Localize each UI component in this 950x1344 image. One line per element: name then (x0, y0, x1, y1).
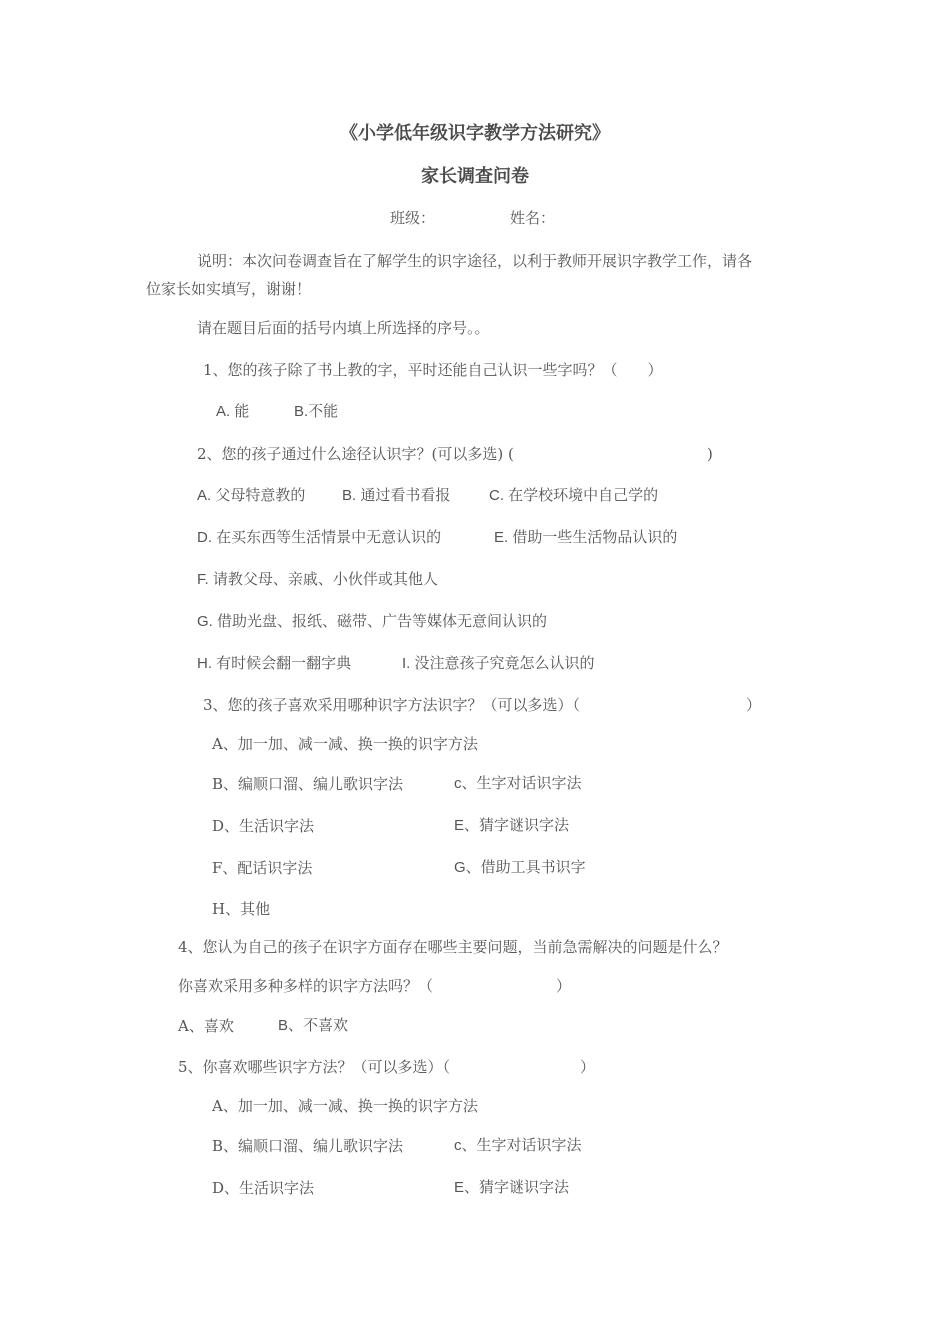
document-subtitle: 家长调查问卷 (421, 166, 529, 187)
question-1: 1、您的孩子除了书上教的字，平时还能自己认识一些字吗？（ ） (203, 361, 663, 379)
q4-option-b: B、不喜欢 (278, 1017, 349, 1034)
q3-option-c: c、生字对话识字法 (454, 775, 582, 792)
class-label: 班级： (390, 209, 436, 227)
q2-option-i: I. 没注意孩子究竟怎么认识的 (402, 655, 595, 672)
q1-option-b: B.不能 (294, 403, 339, 420)
q4-option-a: A、喜欢 (178, 1017, 234, 1035)
q3-option-e: E、猜字谜识字法 (454, 817, 570, 834)
q5-option-d: D、生活识字法 (212, 1179, 315, 1197)
q2-option-c: C. 在学校环境中自己学的 (489, 487, 659, 504)
q3-option-b: B、编顺口溜、编儿歌识字法 (212, 775, 404, 793)
intro-line-1: 说明：本次问卷调查旨在了解学生的识字途径，以利于教师开展识字教学工作，请各 (197, 252, 753, 270)
name-label: 姓名： (510, 209, 556, 227)
q3-option-h: H、其他 (212, 900, 271, 918)
q2-option-b: B. 通过看书看报 (342, 487, 451, 504)
question-4-sub: 你喜欢采用多种多样的识字方法吗？（ (178, 977, 434, 995)
question-5: 5、你喜欢哪些识字方法？（可以多选）（ (178, 1058, 451, 1076)
q2-option-d: D. 在买东西等生活情景中无意认识的 (197, 529, 442, 546)
q2-close-paren: ) (707, 445, 713, 463)
question-3: 3、您的孩子喜欢采用哪种识字方法识字？（可以多选）（ (203, 696, 581, 714)
q3-close-paren: ） (746, 696, 762, 714)
instruction-text: 请在题目后面的括号内填上所选择的序号。。 (197, 319, 490, 337)
q2-option-e: E. 借助一些生活物品认识的 (494, 529, 678, 546)
q5-option-b: B、编顺口溜、编儿歌识字法 (212, 1137, 404, 1155)
question-4: 4、您认为自己的孩子在识字方面存在哪些主要问题，当前急需解决的问题是什么？ (178, 938, 728, 956)
q5-close-paren: ） (580, 1058, 596, 1076)
q2-option-h: H. 有时候会翻一翻字典 (197, 655, 352, 672)
q4-close-paren: ） (556, 977, 572, 995)
q2-option-g: G. 借助光盘、报纸、磁带、广告等媒体无意间认识的 (197, 613, 548, 630)
document-title: 《小学低年级识字教学方法研究》 (340, 123, 610, 144)
q5-option-e: E、猜字谜识字法 (454, 1179, 570, 1196)
q2-option-a: A. 父母特意教的 (197, 487, 306, 504)
q3-option-d: D、生活识字法 (212, 817, 315, 835)
q2-option-f: F. 请教父母、亲戚、小伙伴或其他人 (197, 571, 438, 588)
q3-option-g: G、借助工具书识字 (454, 859, 586, 876)
intro-line-2: 位家长如实填写，谢谢！ (146, 280, 312, 298)
question-2: 2、您的孩子通过什么途径认识字？(可以多选) ( (197, 445, 514, 463)
q3-option-a: A、加一加、减一减、换一换的识字方法 (212, 735, 478, 753)
q1-option-a: A. 能 (216, 403, 250, 420)
q3-option-f: F、配话识字法 (212, 859, 313, 877)
q5-option-c: c、生字对话识字法 (454, 1137, 582, 1154)
q5-option-a: A、加一加、减一减、换一换的识字方法 (212, 1097, 478, 1115)
